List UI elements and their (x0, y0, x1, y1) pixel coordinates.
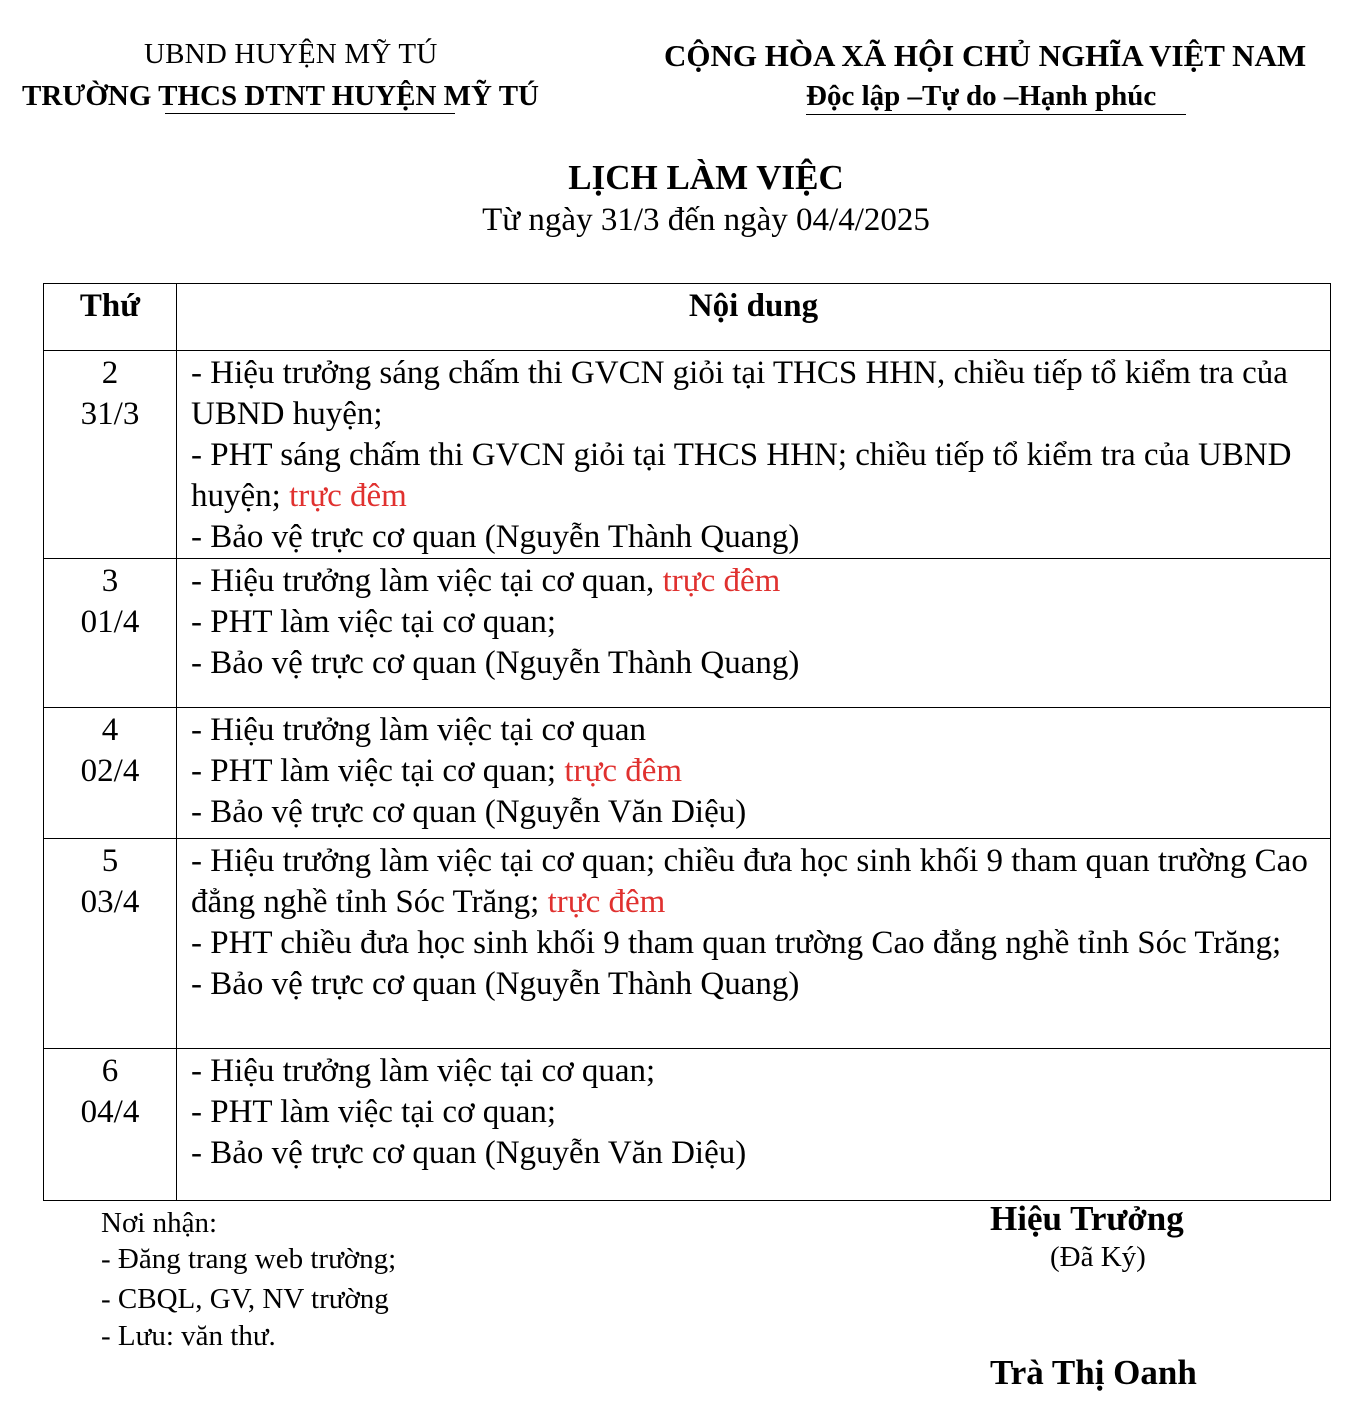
task-line (191, 1133, 1318, 1174)
task-text: - Hiệu trưởng làm việc tại cơ quan (191, 712, 647, 748)
recipient-item: - Đăng trang web trường; (101, 1243, 397, 1275)
schedule-row (44, 559, 1331, 708)
document-date-range: Từ ngày 31/3 đến ngày 04/4/2025 (482, 202, 930, 238)
school-name-underline (165, 113, 455, 114)
task-text: - Bảo vệ trực cơ quan (Nguyễn Thành Quang) (191, 519, 800, 555)
recipient-item: - Lưu: văn thư. (101, 1320, 276, 1352)
national-motto-underline (806, 114, 1186, 115)
day-cell (44, 839, 177, 1049)
schedule-row (44, 1049, 1331, 1201)
task-line (191, 751, 1318, 792)
national-motto: Độc lập –Tự do –Hạnh phúc (806, 80, 1157, 112)
schedule-header-row (44, 284, 1331, 351)
content-cell (177, 708, 1331, 839)
task-text: - Bảo vệ trực cơ quan (Nguyễn Văn Diệu) (191, 1135, 747, 1171)
task-text: - Hiệu trưởng làm việc tại cơ quan; (191, 1053, 656, 1089)
schedule-row (44, 351, 1331, 559)
content-cell (177, 839, 1331, 1049)
task-line (191, 353, 1318, 435)
signed-note: (Đã Ký) (1050, 1241, 1146, 1273)
column-header-day: Thứ (44, 284, 177, 351)
task-line (191, 435, 1318, 517)
night-duty-note: trực đêm (662, 563, 781, 599)
day-date: 31/3 (80, 396, 140, 432)
day-cell (44, 559, 177, 708)
task-line (191, 923, 1318, 964)
national-title: CỘNG HÒA XÃ HỘI CHỦ NGHĨA VIỆT NAM (664, 38, 1307, 73)
weekday-number: 2 (101, 355, 119, 391)
schedule-body (44, 351, 1331, 1201)
day-date: 01/4 (80, 604, 140, 640)
day-date: 03/4 (80, 884, 140, 920)
signer-title: Hiệu Trưởng (990, 1199, 1184, 1238)
night-duty-note: trực đêm (547, 884, 666, 920)
task-text: - PHT sáng chấm thi GVCN giỏi tại THCS HHN; chiều tiếp tổ kiểm tra của UBND huyện; (191, 437, 1292, 514)
task-text: - Bảo vệ trực cơ quan (Nguyễn Thành Quang) (191, 966, 800, 1002)
schedule-table (43, 283, 1331, 1201)
task-text: - PHT làm việc tại cơ quan; (191, 753, 565, 789)
task-line (191, 964, 1318, 1005)
school-name: TRƯỜNG THCS DTNT HUYỆN MỸ TÚ (22, 80, 539, 112)
task-line (191, 710, 1318, 751)
day-date: 04/4 (80, 1094, 140, 1130)
agency-name: UBND HUYỆN MỸ TÚ (144, 38, 438, 70)
task-line (191, 517, 1318, 558)
task-text: - Hiệu trưởng làm việc tại cơ quan; chiều đưa học sinh khối 9 tham quan trường Cao đẳng nghề tỉnh Sóc Trăng; (191, 843, 1308, 920)
task-line (191, 841, 1318, 923)
weekday-number: 6 (101, 1053, 119, 1089)
day-cell (44, 1049, 177, 1201)
night-duty-note: trực đêm (564, 753, 683, 789)
task-line (191, 561, 1318, 602)
weekday-number: 4 (101, 712, 119, 748)
task-text: - PHT làm việc tại cơ quan; (191, 604, 557, 640)
recipient-item: - CBQL, GV, NV trường (101, 1283, 389, 1315)
recipients-heading: Nơi nhận: (101, 1207, 218, 1239)
schedule-row (44, 708, 1331, 839)
task-text: - Hiệu trưởng sáng chấm thi GVCN giỏi tại THCS HHN, chiều tiếp tổ kiểm tra của UBND huyện; (191, 355, 1288, 432)
weekday-number: 5 (101, 843, 119, 879)
signer-name: Trà Thị Oanh (990, 1353, 1197, 1392)
task-text: - PHT chiều đưa học sinh khối 9 tham quan trường Cao đẳng nghề tỉnh Sóc Trăng; (191, 925, 1282, 961)
task-text: - PHT làm việc tại cơ quan; (191, 1094, 557, 1130)
night-duty-note: trực đêm (289, 478, 407, 514)
task-line (191, 1092, 1318, 1133)
content-cell (177, 1049, 1331, 1201)
weekday-number: 3 (101, 563, 119, 599)
task-text: - Bảo vệ trực cơ quan (Nguyễn Văn Diệu) (191, 794, 747, 830)
task-line (191, 643, 1318, 684)
task-line (191, 792, 1318, 833)
content-cell (177, 559, 1331, 708)
task-text: - Hiệu trưởng làm việc tại cơ quan, (191, 563, 663, 599)
day-date: 02/4 (80, 753, 140, 789)
task-line (191, 1051, 1318, 1092)
day-cell (44, 351, 177, 559)
task-line (191, 602, 1318, 643)
document-title: LỊCH LÀM VIỆC (568, 158, 844, 197)
schedule-row (44, 839, 1331, 1049)
content-cell (177, 351, 1331, 559)
day-cell (44, 708, 177, 839)
task-text: - Bảo vệ trực cơ quan (Nguyễn Thành Quang) (191, 645, 800, 681)
column-header-content: Nội dung (177, 284, 1331, 351)
